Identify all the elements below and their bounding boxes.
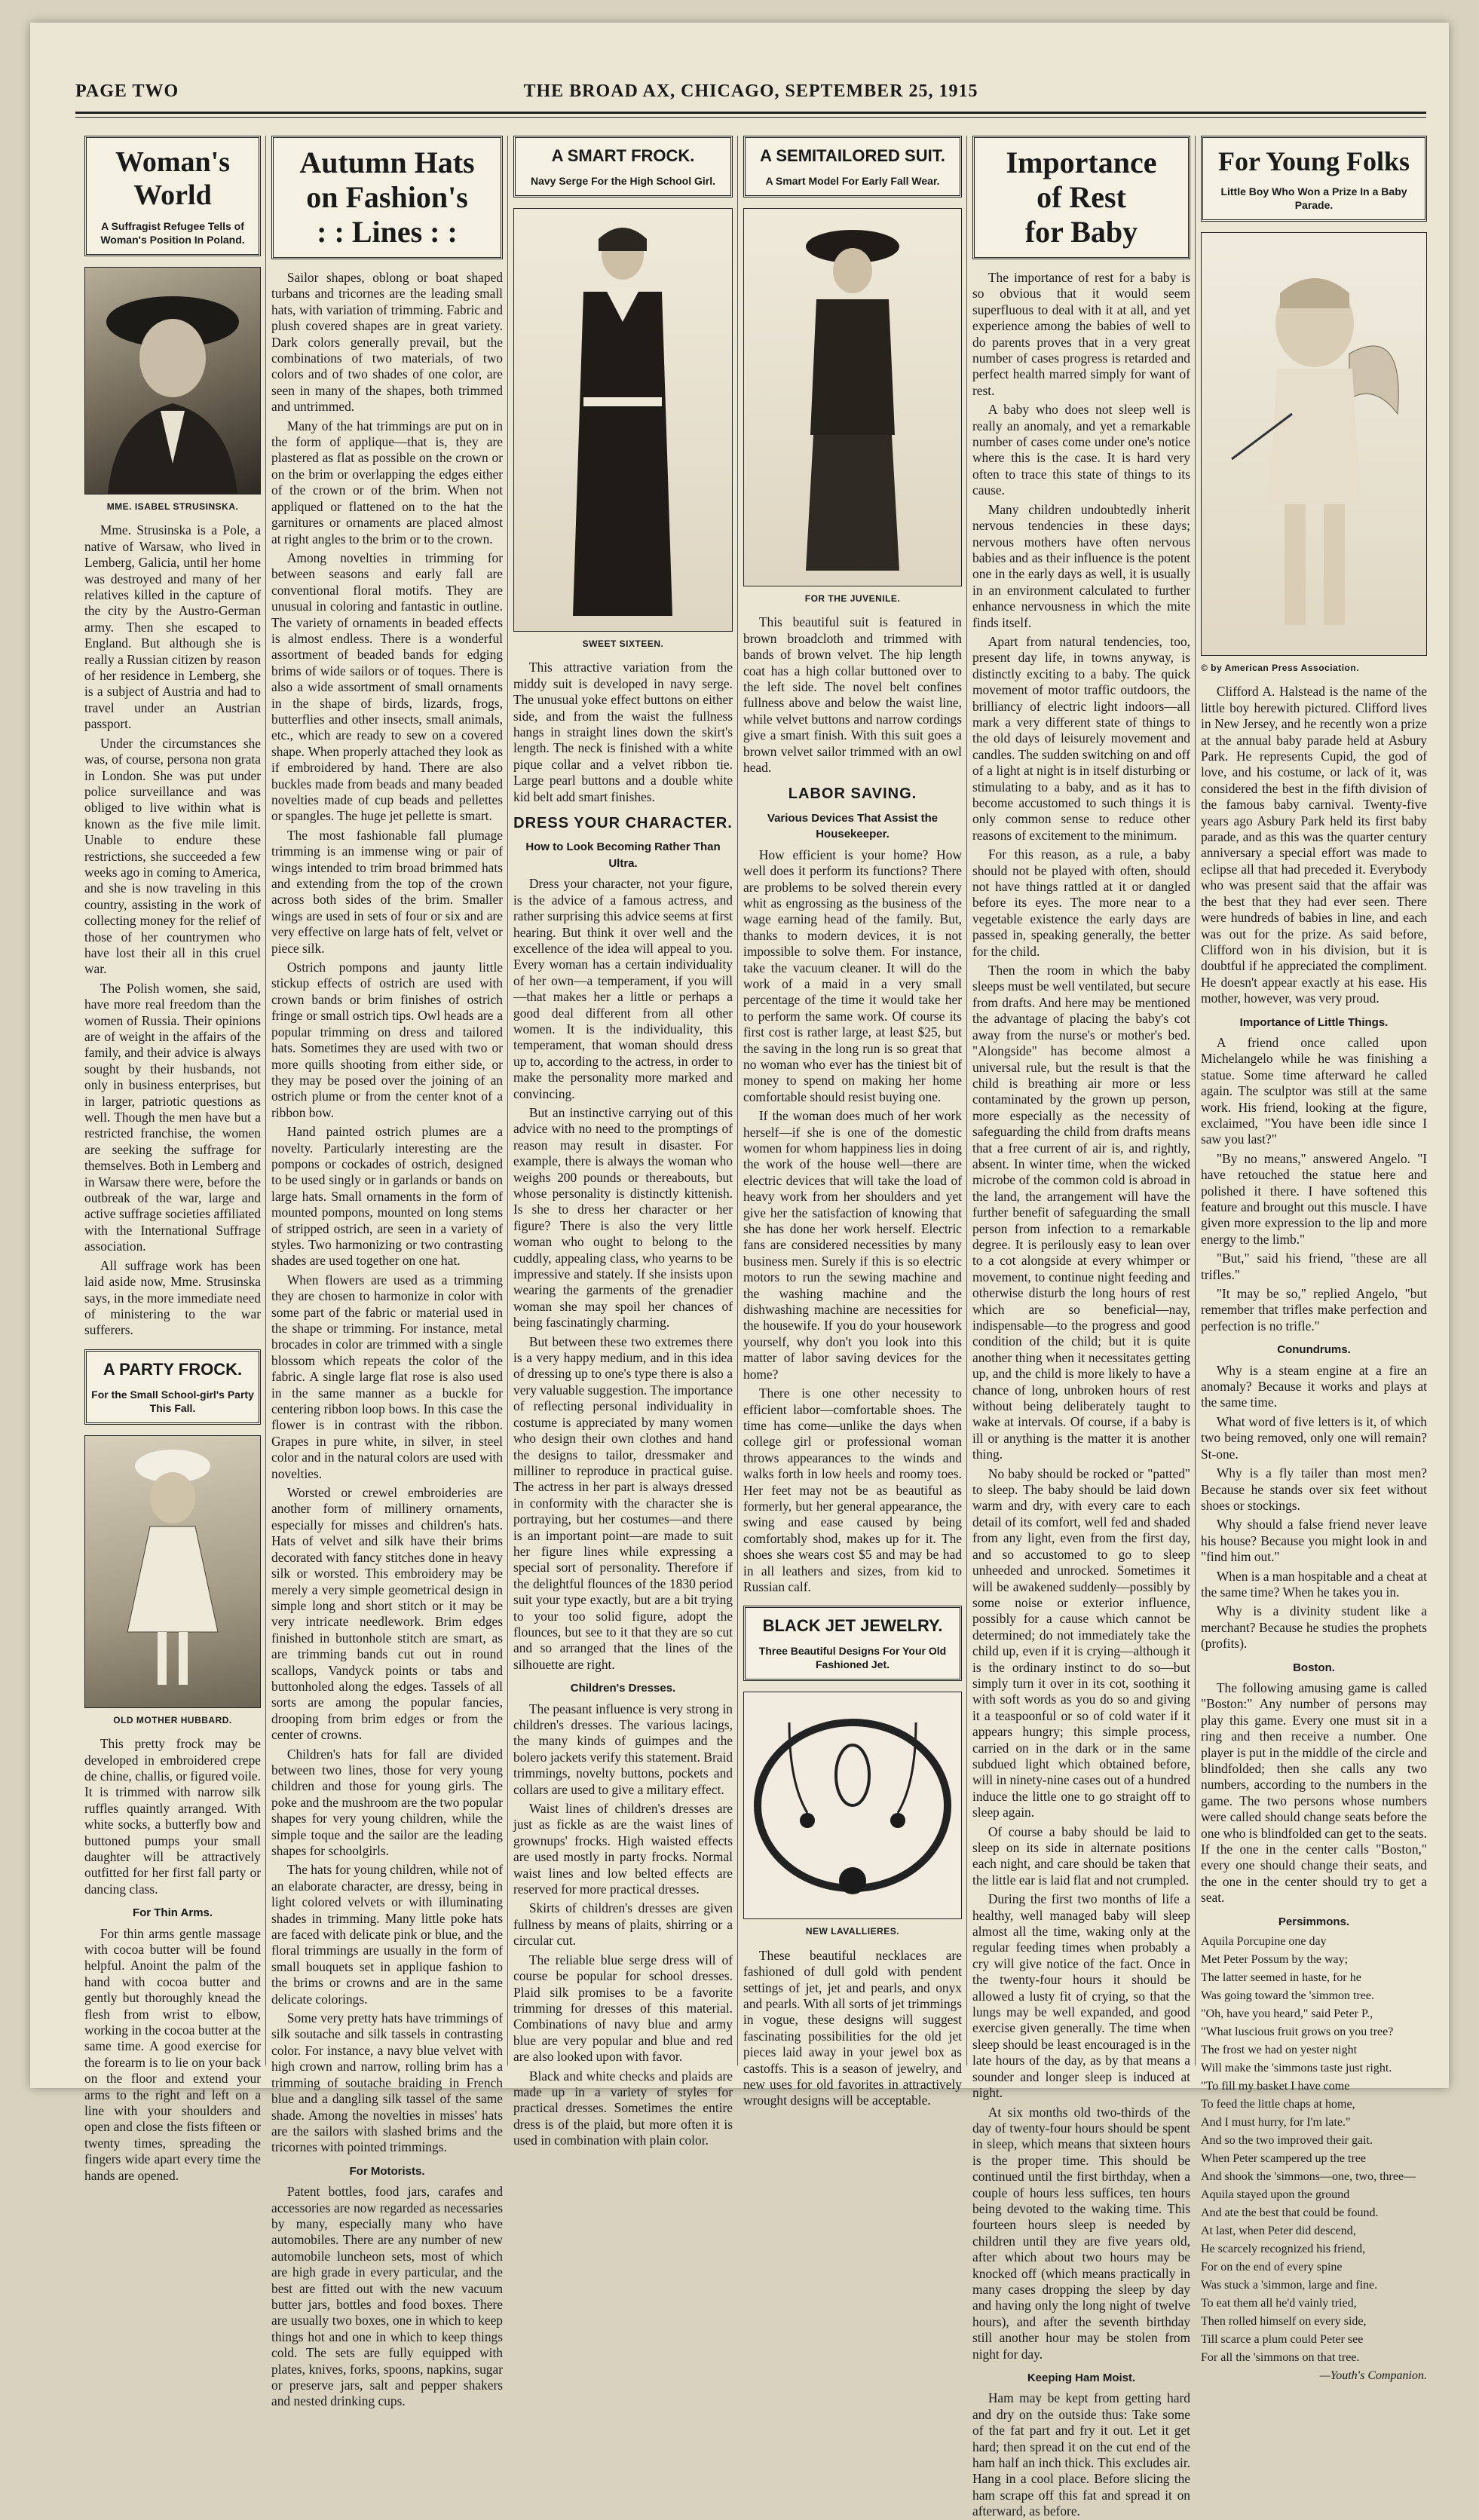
poem-line: When Peter scampered up the tree: [1201, 2152, 1367, 2166]
article-paragraph: When is a man hospitable and a cheat at the same time? When he takes you in.: [1201, 1568, 1427, 1600]
smart-frock-header: [513, 136, 733, 197]
article-paragraph: Under the circumstances she was, of course, persona non grata in London. She was put under police surveillance and was obliged to live within what is known as the five mile limit. Unable to endure these restrictions, she succeeded a few weeks ago in coming to America, and she is now traveling in this country, assisting in the work of collecting money for the relief of those of her countrymen who have lost their all in this cruel war.: [84, 735, 261, 977]
masthead: [75, 81, 1426, 112]
dress-character-subheading: How to Look Becoming Rather Than Ultra.: [525, 841, 721, 870]
article-paragraph: Clifford A. Halstead is the name of the little boy herewith pictured. Clifford lives in New Jersey, and he recently won a prize at the annual baby parade held at Asbury Park. He represents Cupid, the god of love, and his costume, or lack of it, was considered the best in the fifth division of the famous baby carnival. Twenty-five years ago Asbury Park held its first baby parade, and as this was the quarter century anniversary a special effort was made to eclipse all that had preceded it. Everybody who was present said that the affair was the best that they had ever seen. There were hundreds of babies in line, and each was out for the prize. As said before, Clifford won in his division, but it is doubtful if he appreciated the compliment. He doesn't appear exactly at his ease. His mother, however, was very proud.: [1201, 684, 1427, 1006]
poem-line: "Oh, have you heard," said Peter P.,: [1201, 2007, 1373, 2021]
column-divider: [737, 136, 738, 2065]
article-paragraph: During the first two months of life a healthy, well managed baby will sleep almost all the time, waking only at the regular feeding times when probably a cry will give notice of the fact. Once in the twenty-four hours it should be allowed a lusty fit of crying, so that the lungs may be well expanded, and good exercise given generally. The time when sleep should be least encouraged is in the late hours of the day, as by that means a sounder and longer sleep is induced at night.: [972, 1891, 1190, 2101]
article-paragraph: Dress your character, not your figure, is the advice of a famous actress, and rather surprising this advice seems at first hearing. But think it over well and the excellence of the idea will appeal to you. Every woman has a certain individuality of her own—a temperament, if you will—that makes her a little or perhaps a good deal different from all other women. It is the individuality, this temperament, that woman should dress up to, according to the actress, in order to make the personality more marked and convincing.: [513, 876, 733, 1101]
poem-line: For all the 'simmons on that tree.: [1201, 2351, 1360, 2365]
young-folks-title: For Young Folks: [1217, 146, 1410, 176]
womans-world-subtitle: A Suffragist Refugee Tells of Woman's Position In Poland.: [100, 220, 245, 246]
article-paragraph: The reliable blue serge dress will of course be popular for school dresses. Plaid silk promises to be a favorite trimming for dresses of this material. Combinations of navy blue and army blue are very popular and blue and red are also looked upon with favor.: [513, 1952, 733, 2065]
article-paragraph: This attractive variation from the middy suit is developed in navy serge. The unusual yoke effect buttons on either side, and from the waist the fullness hangs in straight lines down the skirt's length. The neck is finished with a white pique collar and a velvet ribbon tie. Large pearl buttons and a double white kid belt add smart finishes.: [513, 660, 733, 804]
column-divider: [1195, 136, 1196, 2065]
sweet-sixteen-caption: SWEET SIXTEEN.: [582, 638, 664, 649]
article-paragraph: A friend once called upon Michelangelo while he was finishing a statue. Some time afterward he called again. The sculptor was still at the same work. His friend, looking at the figure, exclaimed, "You have been idle since I saw you last?": [1201, 1034, 1427, 1147]
thin-arms-heading: For Thin Arms.: [132, 1906, 213, 1920]
strusinska-caption: MME. ISABEL STRUSINSKA.: [106, 501, 239, 512]
column-divider: [507, 136, 508, 2065]
article-paragraph: "But," said his friend, "these are all trifles.": [1201, 1251, 1427, 1282]
article-paragraph: When flowers are used as a trimming they are chosen to harmonize in color with some part of the fabric or material used in the shape or trimming. For instance, metal brocades in color are trimmed with a single blossom which repeats the color of the fabric. A single large flat rose is also used in the same manner as a buckle for centering ribbon loop bows. In this case the flower is in contrast with the ribbon. Grapes in pure white, in silver, in steel color and in the natural colors are used with novelties.: [271, 1272, 503, 1481]
smart-frock-title: A SMART FROCK.: [551, 146, 695, 165]
poem-line: To eat them all he'd vainly tried,: [1201, 2297, 1357, 2310]
poem-line: And ate the best that could be found.: [1201, 2206, 1379, 2220]
article-paragraph: The following amusing game is called "Boston:" Any number of persons may play this game. Every one must sit in a ring and then receive a number. One player is put in the middle of the circle and blindfolded; then she calls any two numbers, according to the numbers in the game. The two persons whose numbers were called should change seats before the one who is blindfolded can get to the seats. If the one in the center calls "Boston," every one should change their seats, and the one in the center should try to get a seat.: [1201, 1679, 1427, 1906]
strusinska-photo: [84, 267, 261, 495]
poem-line: Was stuck a 'simmon, large and fine.: [1201, 2279, 1378, 2292]
article-paragraph: Of course a baby should be laid to sleep on its side in alternate positions each night, and care should be taken that the little ear is laid flat and not crumpled.: [972, 1823, 1190, 1888]
article-paragraph: This pretty frock may be developed in embroidered crepe de chine, challis, or figured voile. It is trimmed with narrow silk ruffles quaintly arranged. With white socks, a butterfly bow and buttoned pumps your small daughter will be attractively outfitted for her first fall party or dancing class.: [84, 1736, 261, 1897]
motorists-heading: For Motorists.: [349, 2164, 425, 2178]
sweet-sixteen-photo: [513, 208, 733, 632]
autumn-hats-title-3: : : Lines : :: [317, 215, 458, 249]
party-frock-header: [84, 1349, 261, 1425]
article-paragraph: "It may be so," replied Angelo, "but remember that trifles make perfection and perfection is no trifle.": [1201, 1286, 1427, 1333]
portrait-illustration: [85, 268, 260, 494]
poem-line: At last, when Peter did descend,: [1201, 2225, 1356, 2238]
article-paragraph: No baby should be rocked or "patted" to sleep. The baby should be laid down warm and dry, with every care to each detail of its comfort, well fed and shaded from any light, even from the first day, and so accustomed to go to sleep unheeded and unrocked. Sometimes it will be awakened suddenly—possibly by some noise or exterior influence, possibly for a cause which cannot be determined; do not immediately take the child up, even if it is crying—although it is the ordinary instinct to do so—but simply turn it over in its cot, soothing it with soft words as you do so and giving it a teaspoonful or so of cold water if it appears hungry; this simple process, carried on in the dark or in the same subdued light which obtained before, will in ninety-nine cases out of a hundred induce the little one to go straight off to sleep again.: [972, 1465, 1190, 1820]
article-paragraph: Children's hats for fall are divided between two lines, those for very young children and those for young girls. The poke and the mushroom are the two popular shapes for very young children, while the simple toque and the sailor are the leading shapes for schoolgirls.: [271, 1746, 503, 1858]
poem-line: He scarcely recognized his friend,: [1201, 2243, 1366, 2256]
column-womans-world: [84, 136, 261, 2183]
article-paragraph: Ostrich pompons and jaunty little stickup effects of ostrich are used with crown bands or brim finishes of ostrich fringe or small ostrich tips. Owl heads are a popular trimming on dress and tailored hats. Sometimes they are used with two or more quills shooting from either side, or they may be posed over the joining of an ostrich plume or from the center knot of a ribbon bow.: [271, 960, 503, 1120]
article-paragraph: Patent bottles, food jars, carafes and accessories are now regarded as necessaries by many, especially many who have automobiles. There are any number of new automobile luncheon sets, most of which are high grade in every particular, and the best are fitted out with the new vacuum butter jars, bottles and food boxes. There are usually two boxes, one in which to keep things hot and one in which to keep things cold. The sets are fully equipped with plates, knives, forks, spoons, napkins, sugar or preserve jars, salt and pepper shakers and nested drinking cups.: [271, 2184, 503, 2409]
labor-saving-subheading: Various Devices That Assist the Housekeeper.: [767, 811, 939, 841]
article-paragraph: Sailor shapes, oblong or boat shaped turbans and tricornes are the leading small hats, with variation of trimming. Fabric and plush covered shapes are in great variety. Dark colors generally prevail, but the combinations of two materials, of two colors and of two shades of one color, are seen in many of the shapes, both trimmed and untrimmed.: [271, 270, 503, 415]
persimmons-poem: [1201, 1934, 1427, 2384]
article-paragraph: The Polish women, she said, have more real freedom than the women of Russia. Their opinions are of weight in the affairs of the family, and their advice is always sought by their husbands, not only in business enterprises, but in larger, patriotic questions as well. Though the men have but a restricted franchise, the women are seeking the suffrage for themselves. Both in Lemberg and in Warsaw there were, before the outbreak of the war, large and active suffrage societies affiliated with the International Suffrage association.: [84, 980, 261, 1254]
poem-line: And shook the 'simmons—one, two, three—: [1201, 2170, 1416, 2184]
article-paragraph: Many of the hat trimmings are put on in the form of applique—that is, they are plastered as flat as possible on the crown or on the brim or overlapping the edges either of the crown or of the brim. When not appliqued or flattened on to the hat the garnitures or ornaments are placed almost at right angles to the brim or to the crown.: [271, 418, 503, 547]
girl-illustration: [85, 1436, 260, 1707]
smart-frock-subtitle: Navy Serge For the High School Girl.: [530, 175, 716, 187]
party-frock-photo: [84, 1435, 261, 1708]
ham-moist-heading: Keeping Ham Moist.: [1027, 2371, 1136, 2384]
article-paragraph: Why is a steam engine at a fire an anomaly? Because it works and plays at the same time.: [1201, 1362, 1427, 1410]
poem-line: Will make the 'simmons taste just right.: [1201, 2062, 1392, 2075]
poem-line: Aquila stayed upon the ground: [1201, 2188, 1350, 2202]
article-paragraph: Some very pretty hats have trimmings of silk soutache and silk tassels in contrasting color. For instance, a navy blue velvet with high crown and narrow, rolling brim has a trimming of soutache braiding in French blue and a dangling silk tassel of the same shade. Among the novelties in misses' hats are the sailors with slashed brims and the tricornes with pointed trimmings.: [271, 2010, 503, 2155]
rest-baby-header: [972, 136, 1190, 259]
conundrums-heading: Conundrums.: [1277, 1343, 1351, 1357]
article-paragraph: Ham may be kept from getting hard and dry on the outside thus: Take some of the fat part and fry it out. Let it get hard; then spread it on the cut end of the ham half an inch thick. This excludes air. Hang in a cool place. Before slicing the ham scrape off this fat and spread it on afterward, as before.: [972, 2390, 1190, 2519]
poem-line: To feed the little chaps at home,: [1201, 2098, 1355, 2111]
article-paragraph: Black and white checks and plaids are made up in a variety of styles for practical dresses. Sometimes the entire dress is of the plaid, but more often it is used in combination with plain color.: [513, 2068, 733, 2148]
autumn-hats-header: [271, 136, 503, 259]
poem-line: "To fill my basket I have come: [1201, 2080, 1350, 2093]
article-paragraph: Why should a false friend never leave his house? Because you might look in and "find him out.": [1201, 1517, 1427, 1565]
article-paragraph: If the woman does much of her work herself—if she is one of the domestic women for whom happiness lies in doing the work of the house well—there are electric devices that will take the load of heavy work from her shoulders and yet give her the satisfaction of knowing that she has done her work herself. Electric fans are considered necessities by many business men. Surely if this is so electric motors to run the sewing machine and the washing machine and the dishwashing machine are necessities for the housewife. If you do your housework yourself, why don't you look into this matter of labor saving devices for the home?: [743, 1108, 962, 1382]
article-paragraph: Waist lines of children's dresses are just as fickle as are the waist lines of grownups' frocks. High waisted effects are used mostly in party frocks. Normal waist lines and low belted effects are reserved for more practical dresses.: [513, 1801, 733, 1897]
black-jet-subtitle: Three Beautiful Designs For Your Old Fashioned Jet.: [758, 1645, 947, 1671]
rest-baby-title-3: for Baby: [1024, 215, 1138, 249]
column-divider: [966, 136, 967, 2065]
womans-world-header: [84, 136, 261, 256]
poem-line: And so the two improved their gait.: [1201, 2134, 1373, 2148]
semitailored-header: [743, 136, 962, 197]
cupid-photo: [1201, 232, 1427, 656]
article-paragraph: Many children undoubtedly inherit nervous tendencies in these days; nervous mothers have often nervous babies and as their influence is the potent one in the early days as well, it is usually in an environment calculated to further enhance nervousness in which the mite finds itself.: [972, 501, 1190, 630]
persimmons-heading: Persimmons.: [1278, 1915, 1350, 1928]
poem-line: The frost we had on yester night: [1201, 2044, 1358, 2057]
column-rest-for-baby: [972, 136, 1190, 2519]
article-paragraph: At six months old two-thirds of the day of twenty-four hours should be spent in sleep, which means that sixteen hours is the proper time. This should be continued until the first birthday, when a couple of hours less suffices, ten hours being devoted to the waking time. This fourteen hours sleep is needed by children until they are five years old, after which about two hours may be knocked off (which means practically in many cases dropping the sleep by day and having only the long night of twelve hours), and after the seventh birthday still another hour may be stolen from night for day.: [972, 2104, 1190, 2362]
article-paragraph: For this reason, as a rule, a baby should not be played with often, should not have things rattled at it or dangled before its eyes. The more near to a vegetable existence the early days are passed in, speaking generally, the better for the child.: [972, 847, 1190, 959]
article-paragraph: Skirts of children's dresses are given fullness by means of plaits, shirring or a circular cut.: [513, 1900, 733, 1949]
poem-line: The latter seemed in haste, for he: [1201, 1971, 1361, 1985]
lavallieres-caption: NEW LAVALLIERES.: [805, 1926, 900, 1937]
column-divider: [265, 136, 266, 2065]
article-paragraph: Worsted or crewel embroideries are another form of millinery ornaments, especially for misses and children's hats. Hats of velvet and silk have their brims decorated with fancy stitches done in heavy silk or worsted. This embroidery may be merely a very simple geometrical design in simple long and short stitch or it may be very intricate needlework. Brim edges finished in buttonhole stitch are smart, as are trimming bands cut out in round scallops, Vandyck points or tabs and buttonholed along the edges. Tassels of all sorts are among the popular fancies, drooping from brim edges or from the center of crowns.: [271, 1485, 503, 1743]
article-paragraph: Then the room in which the baby sleeps must be well ventilated, but secure from drafts. And here may be mentioned the advantage of placing the baby's cot away from the nurse's or mother's bed. "Alongside" has become almost a universal rule, but the result is that the child is breathing air more or less contaminated by the grown up person, more especially as the necessity of safeguarding the child from drafts means that a free current of air is, and rightly, absent. In winter time, when the wicked microbe of the common cold is abroad in the land, the arrangement will have the further benefit of safeguarding the small person from infection to a remarkable degree. It is perilously easy to lean over to a cot alongside at every whimper or movement, to continue night feeding and otherwise disturb the long hours of rest which are so beneficial—nay, indispensable—to the progress and good condition of the child; but it is quite another thing when it necessitates getting up, and the child is more likely to have a chance of long, unbroken hours of rest without being deliberately taught to wake at intervals. Of course, if a baby is ill or anything is the matter it is another thing.: [972, 963, 1190, 1462]
article-paragraph: For thin arms gentle massage with cocoa butter will be found helpful. Anoint the palm of the hand with cocoa butter and gently but thoroughly knead the flesh from wrist to elbow, working in the cocoa butter at the same time. A good exercise for the forearm is to lie on your back on the floor and extend your arms to the right and left on a line with your shoulders and open and close the fists fifteen or twenty times, spreading the fingers wide apart every time the hands are opened.: [84, 1925, 261, 2183]
poem-line: For on the end of every spine: [1201, 2261, 1343, 2274]
article-paragraph: The peasant influence is very strong in children's dresses. The various lacings, the many kinds of guimpes and the bolero jackets verify this statement. Braid trimmings, novelty buttons, pockets and collars are used to give a military effect.: [513, 1701, 733, 1797]
article-paragraph: This beautiful suit is featured in brown broadcloth and trimmed with bands of brown velvet. The hip length coat has a high collar buttoned over to the left side. The novel belt confines fullness above and below the waist line, while velvet buttons and narrow cordings give a smart finish. With this suit goes a brown velvet sailor trimmed with an owl head.: [743, 614, 962, 776]
boston-heading: Boston.: [1293, 1661, 1335, 1674]
labor-saving-heading: LABOR SAVING.: [788, 785, 917, 803]
column-smart-frock: [513, 136, 733, 2148]
poem-line: Was going toward the 'simmon tree.: [1201, 1989, 1374, 2003]
article-paragraph: But between these two extremes there is a very happy medium, and in this idea of dressing up to one's type there is also a very valuable suggestion. The importance of reflecting personal individuality in costume is appreciated by many women who design their own clothes and hand the designs to tailor, dressmaker and milliner to reproduce in practical guise. The actress in her part is always dressed in conformity with the character she is portraying, but her costumes—and there is an important point—are made to suit her figure lines while expressing a special sort of personality. Therefore if the delightful flounces of the 1830 period suit your type exactly, but are a bit trying to your too solid figure, adopt the flounces, but see to it that they are so cut and so arranged that the lines of the silhouette are right.: [513, 1333, 733, 1672]
semitailored-title: A SEMITAILORED SUIT.: [760, 146, 945, 165]
party-frock-title: A PARTY FROCK.: [103, 1359, 243, 1379]
poem-line: Aquila Porcupine one day: [1201, 1935, 1327, 1949]
juvenile-caption: FOR THE JUVENILE.: [804, 593, 901, 604]
frock-illustration: [514, 209, 732, 631]
little-things-heading: Importance of Little Things.: [1239, 1015, 1389, 1029]
page-label: PAGE TWO: [75, 81, 179, 101]
poem-line: Till scarce a plum could Peter see: [1201, 2333, 1364, 2347]
cupid-illustration: [1202, 233, 1426, 655]
article-paragraph: A baby who does not sleep well is really an anomaly, and yet a remarkable number of cases come under one's notice where this is the case. It is hard very often to trace this state of things to its cause.: [972, 402, 1190, 498]
childrens-dresses-heading: Children's Dresses.: [570, 1682, 676, 1695]
article-paragraph: How efficient is your home? How well does it perform its functions? There are problems to be solved therein every whit as engrossing as the business of the wage earning head of the family. But, thanks to modern devices, it is not impossible to solve them. For instance, take the vacuum cleaner. It will do the work of a maid in a very small percentage of the time it would take her to perform the same work. Of course its first cost is rather large, at least $25, but the saving in the long run is so great that no woman who ever has the tiniest bit of money to spend on making her home comfortable should resist buying one.: [743, 847, 962, 1104]
article-paragraph: The hats for young children, while not of an elaborate character, are dressy, being in light colored velvets or with illuminating shades in trimming. Many little poke hats are faced with delicate pink or blue, and the floral trimmings are usually in the form of small bouquets set in applique fashion to the brims or crowns and are in the same delicate colorings.: [271, 1862, 503, 2007]
juvenile-suit-photo: [743, 208, 962, 586]
article-paragraph: Mme. Strusinska is a Pole, a native of Warsaw, who lived in Lemberg, Galicia, until her home was destroyed and many of her relatives killed in the capture of the city by the Austro-German army. Then she escaped to England. But although she is really a Russian citizen by reason of her residence in Lemberg, she is a subject of Austria and had to travel under an Austrian passport.: [84, 522, 261, 732]
black-jet-title: BLACK JET JEWELRY.: [762, 1616, 943, 1636]
womans-world-title: Woman's World: [115, 146, 231, 211]
column-young-folks: [1201, 136, 1427, 2383]
article-paragraph: Why is a divinity student like a merchant? Because he studies the prophets (profits).: [1201, 1603, 1427, 1652]
autumn-hats-title-2: on Fashion's: [306, 180, 468, 214]
article-paragraph: Among novelties in trimming for between seasons and early fall are conventional floral motifs. They are unusual in coloring and fantastic in outline. The variety of ornaments in beaded effects is almost endless. There is a wonderful assortment of beaded bands for edging brims of wide sailors or of toques. There is also a wide assortment of small ornaments in the shape of birds, lizards, frogs, butterflies and other insects, small animals, etc., which are ready to sew on a covered shape. When properly attached they look as if embroidered by hand. There are also buckles made from beads and many beaded novelties made of cup beads and pellettes or spangles. The huge jet pellette is smart.: [271, 550, 503, 824]
black-jet-header: [743, 1606, 962, 1681]
article-paragraph: Hand painted ostrich plumes are a novelty. Particularly interesting are the pompons or cockades of ostrich, designed to be used singly or in garlands or bands on large hats. Small ornaments in the form of mounted pompons, mounted on long stems of stripped ostrich, are seen in a variety of styles. Two harmonizing or two contrasting shades are used together on one hat.: [271, 1124, 503, 1269]
column-autumn-hats: [271, 136, 503, 2409]
poem-credit: —Youth's Companion.: [1319, 2369, 1427, 2383]
article-paragraph: The importance of rest for a baby is so obvious that it would seem superfluous to deal with it at all, and yet experience among the babies of well to do parents proves that in a very great number of cases progress is retarded and perfect health marred simply for want of rest.: [972, 270, 1190, 398]
article-paragraph: All suffrage work has been laid aside now, Mme. Strusinska says, in the more immediate need of ministering to the war sufferers.: [84, 1257, 261, 1338]
cupid-photo-credit: © by American Press Association.: [1201, 663, 1360, 673]
dress-character-heading: DRESS YOUR CHARACTER.: [513, 815, 733, 832]
newspaper-page: [30, 23, 1449, 2519]
article-paragraph: These beautiful necklaces are fashioned of dull gold with pendent settings of jet, jet and pearls, and onyx and pearls. With all sorts of jet trimmings in vogue, these designs will suggest fascinating possibilities for the old jet pieces laid away in your jewel box as castoffs. This is a season of jewelry, and new uses for old favorites in attractively wrought designs will be acceptable.: [743, 1947, 962, 2108]
poem-line: "What luscious fruit grows on you tree?: [1201, 2025, 1394, 2039]
column-semitailored-suit: [743, 136, 962, 2108]
young-folks-subtitle: Little Boy Who Won a Prize In a Baby Parade.: [1220, 185, 1407, 211]
young-folks-header: [1201, 136, 1427, 222]
newspaper-headline: THE BROAD AX, CHICAGO, SEPTEMBER 25, 1915: [523, 81, 978, 101]
party-frock-caption: OLD MOTHER HUBBARD.: [113, 1714, 232, 1725]
poem-line: And I must hurry, for I'm late.": [1201, 2116, 1351, 2130]
autumn-hats-title-1: Autumn Hats: [299, 145, 475, 179]
rest-baby-title-1: Importance: [1006, 145, 1157, 179]
lavallieres-illustration: [743, 1692, 962, 1919]
article-paragraph: There is one other necessity to efficient labor—comfortable shoes. The time has come—unlike the days when college girl or professional woman throws appearances to the winds and walks forth in low heels and roomy toes. Her feet may not be as beautiful as formerly, but her general appearance, the swing and ease caused by being comfortably shod, makes up for it. The shoes she wears cost $5 and may be had in all leathers and sizes, from kid to Russian calf.: [743, 1386, 962, 1594]
article-paragraph: Apart from natural tendencies, too, present day life, in towns anyway, is distinctly exciting to a baby. The quick movement of motor traffic outdoors, the brilliancy of electric light indoors—all mark a very different state of things to the old days of leisurely movement and candles. The sudden switching on and off of a light at night is in itself disturbing or stimulating to a baby, and as it has to become accustomed to such things it is only common sense to reduce other reasons of excitement to the minimum.: [972, 633, 1190, 843]
rest-baby-title-2: of Rest: [1037, 180, 1126, 214]
article-paragraph: Why is a fly tailer than most men? Because he stands over six feet without shoes or stockings.: [1201, 1465, 1427, 1513]
poem-line: Met Peter Possum by the way;: [1201, 1953, 1349, 1967]
masthead-rule: [75, 112, 1426, 118]
article-paragraph: "By no means," answered Angelo. "I have retouched the statue here and polished it there. I have softened this feature and brought out this muscle. I have given more expression to the lip and more energy to the limb.": [1201, 1150, 1427, 1247]
article-paragraph: The most fashionable fall plumage trimming is an immense wing or pair of wings intended to trim broad brimmed hats and extending from the top of the crown across both sides of the brim. Smaller wings are used in sets of four or six and are very effective on large hats of felt, velvet or piece silk.: [271, 827, 503, 956]
suit-illustration: [744, 209, 961, 586]
semitailored-subtitle: A Smart Model For Early Fall Wear.: [765, 175, 940, 187]
poem-line: Then rolled himself on every side,: [1201, 2315, 1367, 2329]
party-frock-subtitle: For the Small School-girl's Party This Fall.: [91, 1388, 254, 1414]
necklace-illustration: [744, 1692, 961, 1918]
article-paragraph: But an instinctive carrying out of this advice with no need to the promptings of reason may result in disaster. For example, there is always the woman who weighs 200 pounds or thereabouts, but whose personality is distinctly kittenish. Is she to dress her character or her figure? There is also the very little woman who ought to belong to the cuddly, appealing class, who yearns to be impressive and stately. If she insists upon wearing the garments of the grenadier woman she may spoil her chances of being fascinatingly charming.: [513, 1104, 733, 1330]
article-paragraph: What word of five letters is it, of which two being removed, only one will remain? St-one.: [1201, 1413, 1427, 1462]
